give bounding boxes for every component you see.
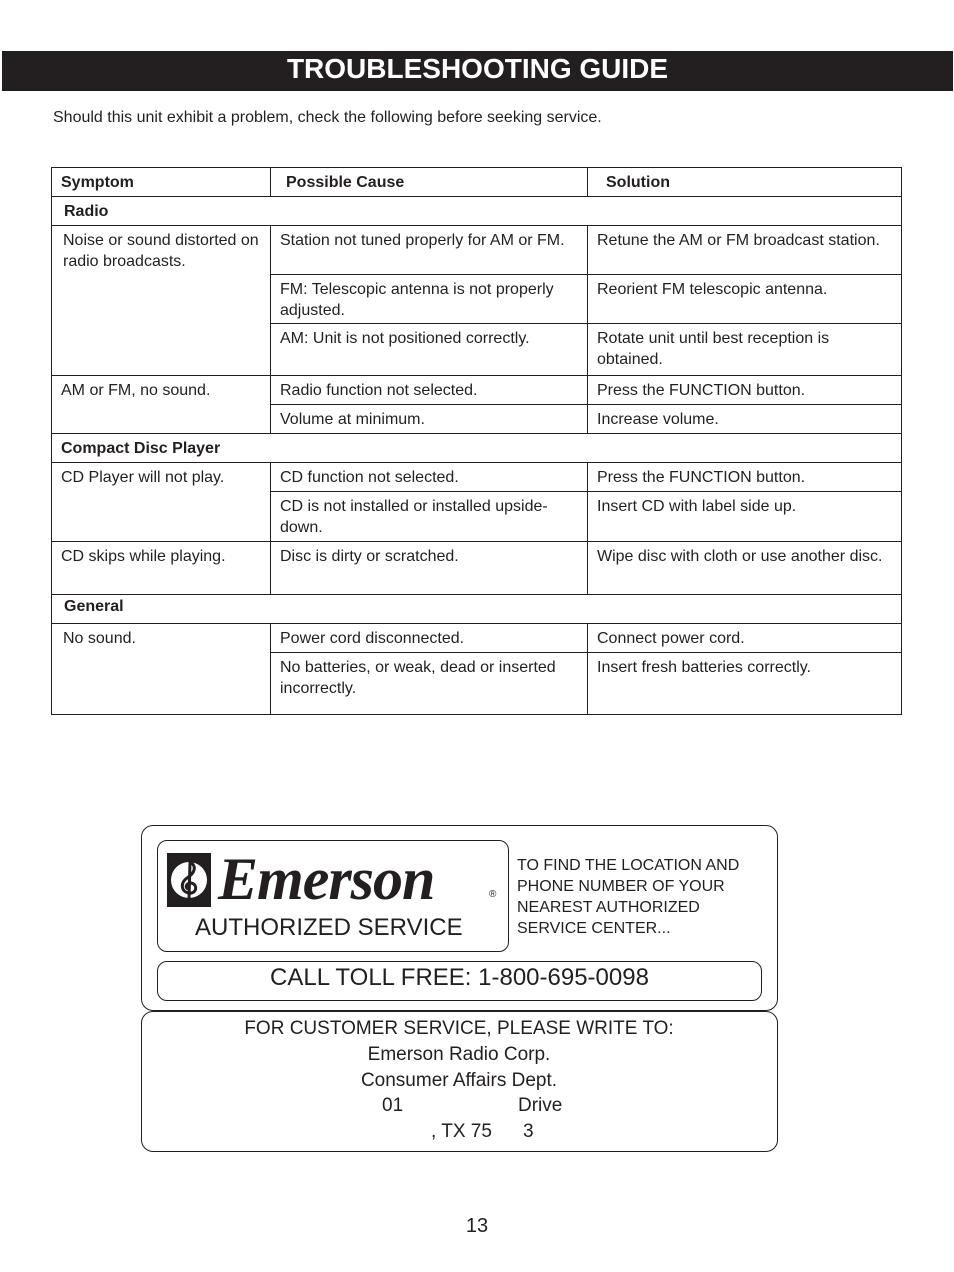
header-symptom: Symptom bbox=[61, 174, 134, 191]
address-line: 3 bbox=[523, 1121, 534, 1142]
registered-mark: ® bbox=[489, 889, 497, 900]
header-cause: Possible Cause bbox=[286, 174, 405, 191]
address-line: , TX 75 bbox=[431, 1121, 492, 1142]
solution-cell: Rotate unit until best reception is obtained. bbox=[597, 330, 830, 368]
address-line: FOR CUSTOMER SERVICE, PLEASE WRITE TO: bbox=[244, 1018, 674, 1039]
section-row-cd bbox=[52, 434, 902, 463]
section-row-radio bbox=[52, 197, 902, 226]
troubleshooting-table bbox=[51, 167, 902, 715]
solution-cell: Connect power cord. bbox=[597, 630, 745, 647]
cause-cell: CD function not selected. bbox=[280, 469, 459, 486]
find-line: SERVICE CENTER... bbox=[517, 920, 671, 937]
find-line: NEAREST AUTHORIZED bbox=[517, 899, 700, 916]
cause-cell: Radio function not selected. bbox=[280, 382, 478, 399]
cause-cell: Station not tuned properly for AM or FM. bbox=[280, 232, 565, 249]
table-header-row bbox=[52, 168, 902, 197]
section-label: Radio bbox=[64, 203, 109, 220]
page-number: 13 bbox=[465, 1215, 489, 1237]
address-line: Drive bbox=[518, 1095, 563, 1116]
symptom-cell: CD Player will not play. bbox=[61, 469, 225, 486]
solution-cell: Press the FUNCTION button. bbox=[597, 382, 806, 399]
intro-text: Should this unit exhibit a problem, check the following before seeking service. bbox=[53, 109, 602, 126]
solution-cell: Insert fresh batteries correctly. bbox=[597, 659, 811, 676]
solution-cell: Retune the AM or FM broadcast station. bbox=[597, 232, 880, 249]
cause-cell: CD is not installed or installed upside-down. bbox=[280, 498, 548, 536]
find-service-text bbox=[517, 855, 739, 939]
table-row bbox=[52, 376, 902, 405]
treble-clef-icon bbox=[167, 853, 211, 907]
symptom-cell: AM or FM, no sound. bbox=[61, 382, 211, 399]
solution-cell: Reorient FM telescopic antenna. bbox=[597, 281, 828, 298]
table-row bbox=[52, 463, 902, 492]
cause-cell: Disc is dirty or scratched. bbox=[280, 548, 459, 565]
cause-cell: AM: Unit is not positioned correctly. bbox=[280, 330, 530, 347]
cause-cell: FM: Telescopic antenna is not properly adjusted. bbox=[280, 281, 554, 319]
address-line: Emerson Radio Corp. bbox=[367, 1044, 551, 1065]
emerson-logo: Emerson bbox=[218, 846, 435, 912]
toll-free-number: CALL TOLL FREE: 1-800-695-0098 bbox=[270, 964, 649, 991]
section-label: General bbox=[64, 598, 124, 615]
find-line: TO FIND THE LOCATION AND bbox=[517, 857, 740, 874]
address-line: Consumer Affairs Dept. bbox=[360, 1070, 558, 1091]
table-row bbox=[52, 542, 902, 595]
cause-cell: Power cord disconnected. bbox=[280, 630, 465, 647]
address-line: 01 bbox=[382, 1095, 404, 1116]
solution-cell: Increase volume. bbox=[597, 411, 719, 428]
cause-cell: Volume at minimum. bbox=[280, 411, 425, 428]
table-row bbox=[52, 624, 902, 653]
page-title: TROUBLESHOOTING GUIDE bbox=[2, 51, 953, 91]
solution-cell: Insert CD with label side up. bbox=[597, 498, 797, 515]
symptom-cell: No sound. bbox=[63, 630, 136, 647]
symptom-cell: Noise or sound distorted on radio broadcasts. bbox=[63, 232, 259, 270]
section-label: Compact Disc Player bbox=[61, 440, 221, 457]
table-row bbox=[52, 226, 902, 275]
solution-cell: Press the FUNCTION button. bbox=[597, 469, 806, 486]
symptom-cell: CD skips while playing. bbox=[61, 548, 226, 565]
cause-cell: No batteries, or weak, dead or inserted incorrectly. bbox=[280, 659, 556, 697]
section-row-general bbox=[52, 595, 902, 624]
find-line: PHONE NUMBER OF YOUR bbox=[517, 878, 725, 895]
authorized-service-label: AUTHORIZED SERVICE bbox=[195, 914, 463, 941]
header-solution: Solution bbox=[606, 174, 670, 191]
solution-cell: Wipe disc with cloth or use another disc. bbox=[597, 548, 883, 565]
